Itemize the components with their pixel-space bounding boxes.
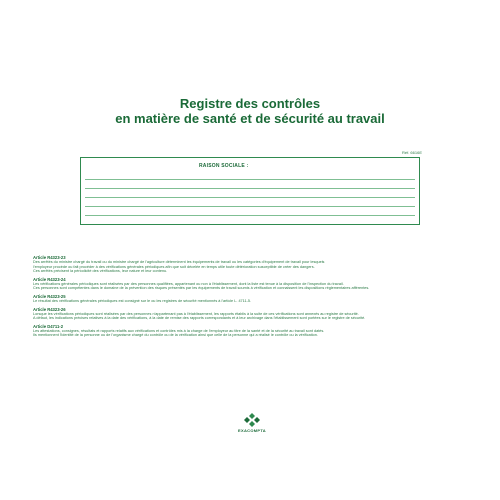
raison-sociale-line[interactable] bbox=[85, 197, 415, 198]
article-line: Des arrêtés du ministre chargé du travail ou du ministre chargé de l'agriculture déterminent les équipements de travail ou les catégories d'équipement de travail pour lesquels bbox=[33, 260, 325, 264]
article-line: Ils mentionnent l'identité de la personne ou de l'organisme chargé du contrôle ou de la vérification ainsi que celle de la personne qui a réalisé le contrôle ou la vérification. bbox=[33, 333, 318, 338]
article-line: l'employeur procède ou fait procéder à des vérifications générales périodiques afin que soit décelée en temps utile toute détérioration susceptible de créer des dangers. bbox=[33, 264, 315, 269]
article-block bbox=[33, 307, 473, 321]
raison-sociale-line[interactable] bbox=[85, 206, 415, 207]
article-title: Article R4323-24 bbox=[33, 276, 66, 282]
article-line: Les attestations, consignes, résultats et rapports relatifs aux vérifications et contrôles mis à la charge de l'employeur au titre de la santé et de la sécurité au travail sont datés. bbox=[33, 328, 325, 333]
reference-number: Réf. 6616E bbox=[401, 150, 422, 155]
article-title: Article R4323-26 bbox=[33, 306, 66, 312]
article-line: Le résultat des vérifications générales périodiques est consigné sur le ou les registres de sécurité mentionnés à l'article L. 4711-5. bbox=[33, 298, 252, 303]
brand-name: EXACOMPTA bbox=[238, 428, 266, 433]
article-line: Les vérifications générales périodiques sont réalisées par des personnes qualifiées, appartenant ou non à l'établissement, dont la liste est tenue à la disposition de l'inspection du travail. bbox=[33, 281, 344, 286]
exacompta-logo-icon bbox=[232, 413, 272, 427]
article-title: Article R4323-25 bbox=[33, 293, 66, 299]
article-line: Ces personnes sont compétentes dans le domaine de la prévention des risques présentés par les équipements de travail soumis à vérification et connaissent les dispositions réglementaires afférentes. bbox=[33, 286, 370, 291]
title-line-1: Registre des contrôles bbox=[179, 96, 321, 111]
raison-sociale-box bbox=[80, 157, 420, 225]
article-title: Article R4323-23 bbox=[33, 255, 66, 260]
article-block bbox=[33, 255, 473, 274]
raison-sociale-line[interactable] bbox=[85, 179, 415, 180]
articles-section bbox=[33, 255, 473, 341]
article-line: Ces arrêtés précisent la périodicité des vérifications, leur nature et leur contenu. bbox=[33, 269, 168, 274]
article-title: Article D4711-2 bbox=[33, 323, 64, 329]
raison-sociale-label: RAISON SOCIALE : bbox=[199, 163, 249, 169]
article-line: A défaut, les indications précises relatives à la date des vérifications, à la date de remise des rapports correspondants et à leur archivage dans l'établissement sont portées sur le registre de sécurité. bbox=[33, 316, 366, 321]
raison-sociale-line[interactable] bbox=[85, 215, 415, 216]
article-block bbox=[33, 294, 473, 304]
raison-sociale-line[interactable] bbox=[85, 188, 415, 189]
document-title bbox=[0, 96, 500, 126]
article-block bbox=[33, 277, 473, 291]
title-line-2: en matière de santé et de sécurité au travail bbox=[115, 111, 385, 126]
brand-logo bbox=[232, 413, 272, 433]
article-block bbox=[33, 324, 473, 338]
article-line: Lorsque les vérifications périodiques sont réalisées par des personnes n'appartenant pas à l'établissement, les rapports établis à la suite de ces vérifications sont annexés au registre de sécurité. bbox=[33, 311, 359, 316]
